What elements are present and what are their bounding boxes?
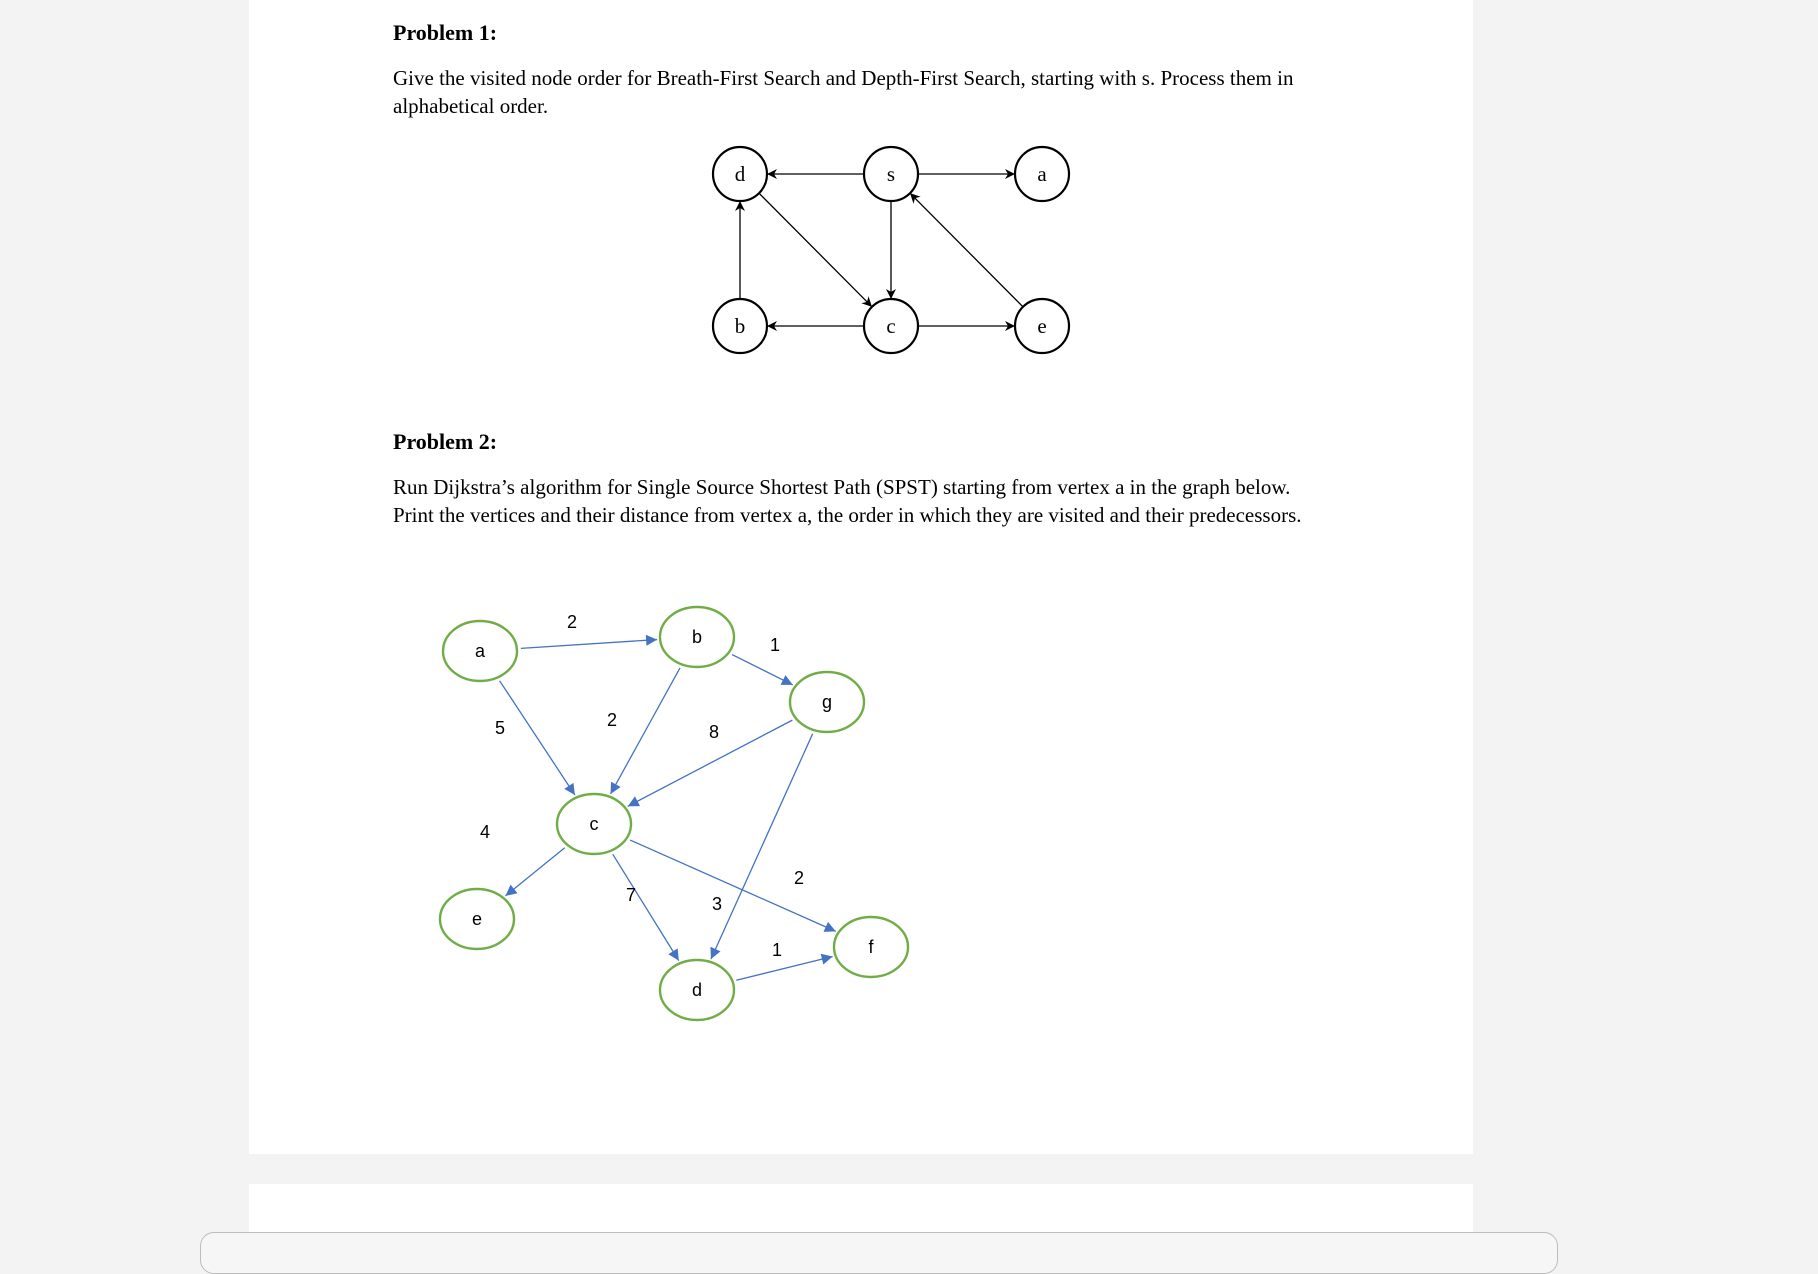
edge-e-s	[910, 193, 1023, 307]
node-e	[1015, 299, 1069, 353]
node-s	[864, 147, 918, 201]
edge-b-g	[732, 655, 793, 685]
edge-a-b	[521, 640, 657, 649]
node-b	[660, 607, 734, 667]
problem2-edges	[500, 640, 836, 981]
edge-a-c	[500, 681, 575, 795]
problem1-title: Problem 1:	[393, 20, 498, 45]
edge-d-c	[759, 193, 872, 307]
weight-b-c: 2	[606, 710, 618, 730]
node-label-s: s	[886, 162, 896, 186]
edge-c-e	[505, 848, 564, 896]
node-f	[834, 917, 908, 977]
problem2-nodes	[440, 607, 908, 1020]
bottom-toolbar[interactable]	[200, 1232, 1558, 1274]
node-d	[713, 147, 767, 201]
node-c	[557, 794, 631, 854]
node-a	[443, 621, 517, 681]
node-label-b: b	[691, 627, 703, 647]
node-label-c: c	[589, 814, 599, 834]
node-label-f: f	[868, 937, 874, 957]
problem2-weights	[480, 612, 804, 960]
node-d	[660, 960, 734, 1020]
node-label-d: d	[734, 162, 746, 186]
node-label-a: a	[1037, 162, 1047, 186]
weight-c-e: 4	[479, 822, 491, 842]
weight-b-g: 1	[769, 635, 781, 655]
edge-b-c	[611, 668, 680, 794]
edge-c-f	[630, 840, 836, 931]
node-a	[1015, 147, 1069, 201]
problem2-text: Run Dijkstra’s algorithm for Single Source Shortest Path (SPST) starting from vertex a in the graph below. Print the vertices and their distance from vertex a, the order in which they are visited and their predecessors.	[393, 475, 1302, 527]
node-label-e: e	[1037, 314, 1047, 338]
weight-g-c: 8	[708, 722, 720, 742]
edge-c-d	[613, 854, 679, 960]
document-page	[249, 0, 1473, 1154]
node-g	[790, 672, 864, 732]
node-label-d: d	[691, 980, 703, 1000]
node-c	[864, 299, 918, 353]
node-e	[440, 889, 514, 949]
edge-g-d	[711, 734, 813, 959]
weight-g-d: 3	[711, 894, 723, 914]
node-label-c: c	[886, 314, 896, 338]
node-label-g: g	[821, 692, 833, 712]
weight-a-b: 2	[566, 612, 578, 632]
problem1-text: Give the visited node order for Breath-First Search and Depth-First Search, starting with s. Process them in alphabetical order.	[393, 66, 1294, 118]
weight-c-d: 7	[625, 885, 637, 905]
weight-a-c: 5	[494, 718, 506, 738]
node-label-e: e	[471, 909, 483, 929]
weight-c-f: 2	[793, 868, 805, 888]
node-b	[713, 299, 767, 353]
node-label-a: a	[474, 641, 486, 661]
edge-d-f	[736, 956, 832, 980]
node-label-b: b	[734, 314, 746, 338]
problem2-title: Problem 2:	[393, 429, 498, 454]
problem1-graph	[249, 0, 1473, 1154]
weight-d-f: 1	[771, 940, 783, 960]
